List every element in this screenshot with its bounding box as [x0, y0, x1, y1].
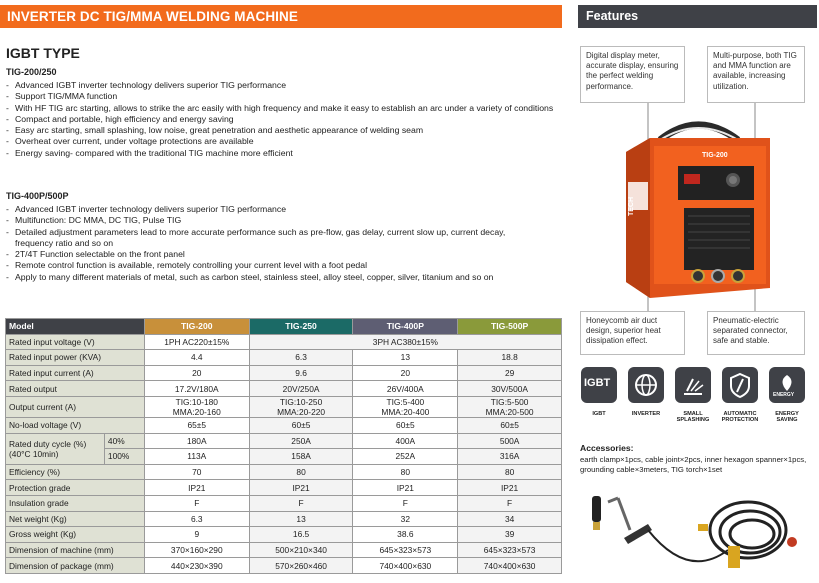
row-label: Protection grade — [6, 480, 145, 496]
table-cell: 570×260×460 — [249, 558, 353, 574]
table-row — [6, 558, 562, 574]
row-label: Rated input current (A) — [6, 365, 145, 381]
row-label: Dimension of machine (mm) — [6, 542, 145, 558]
globe-icon — [628, 367, 664, 403]
row-label: Rated input voltage (V) — [6, 334, 145, 350]
table-cell: 4.4 — [144, 350, 249, 366]
table-cell — [458, 396, 562, 417]
callout-honeycomb: Honeycomb air duct design, superior heat dissipation effect. — [580, 311, 685, 355]
duty-sub-label: 40% — [104, 433, 144, 449]
table-cell: 9.6 — [249, 365, 353, 381]
table-row — [6, 542, 562, 558]
list-item: - Advanced IGBT inverter technology delivers superior TIG performance — [6, 204, 558, 215]
tig-torch-icon — [728, 546, 740, 568]
table-cell: 60±5 — [458, 417, 562, 433]
cell-line: TIG:10-180 — [175, 396, 218, 407]
cell-line: TIG:5-500 — [490, 396, 529, 407]
igbt-icon — [581, 367, 617, 403]
list-item: - With HF TIG arc starting, allows to strike the arc easily with high frequency and make it easy to establish an arc under a variety of conditions — [6, 103, 558, 114]
accessories-text: earth clamp×1pcs, cable joint×2pcs, inner hexagon spanner×1pcs, grounding cable×3meters, TIG torch×1set — [580, 455, 807, 474]
energy-icon-glyph: ENERGY — [773, 392, 795, 398]
table-row — [6, 433, 562, 449]
table-cell: 400A — [353, 433, 458, 449]
table-cell: F — [249, 495, 353, 511]
machine-model-label: TIG-200 — [702, 152, 728, 159]
table-cell: 500×210×340 — [249, 542, 353, 558]
shield-icon — [722, 367, 758, 403]
callout-display: Digital display meter, accurate display, ensuring the perfect welding performance. — [580, 46, 685, 103]
table-cell: 60±5 — [353, 417, 458, 433]
table-cell: 13 — [353, 350, 458, 366]
row-label-line: Rated duty cycle (%) — [9, 438, 87, 449]
table-row — [6, 511, 562, 527]
features-panel — [578, 40, 817, 357]
cell-line: MMA:20-500 — [485, 406, 534, 417]
table-cell: 65±5 — [144, 417, 249, 433]
icon-label-igbt: IGBT — [592, 411, 606, 417]
table-cell: IP21 — [249, 480, 353, 496]
list-item: - Apply to many different materials of metal, such as carbon steel, stainless steel, alloy steel, copper, silver, titanium and so on — [6, 272, 558, 283]
table-cell: 180A — [144, 433, 249, 449]
globe-drawing — [628, 367, 664, 403]
row-label: Output current (A) — [6, 396, 145, 417]
table-cell: 645×323×573 — [458, 542, 562, 558]
table-cell: 740×400×630 — [353, 558, 458, 574]
table-cell: 18.8 — [458, 350, 562, 366]
table-cell: 60±5 — [249, 417, 353, 433]
list-item: - Compact and portable, high efficiency and energy saving — [6, 114, 558, 125]
table-cell: 20 — [353, 365, 458, 381]
table-cell: 80 — [353, 464, 458, 480]
row-label: Dimension of package (mm) — [6, 558, 145, 574]
table-header-row — [6, 319, 562, 335]
feature-list-tig200-250 — [6, 80, 558, 159]
table-cell: 30V/500A — [458, 381, 562, 397]
table-cell: 70 — [144, 464, 249, 480]
machine-brand: TECH — [628, 196, 635, 216]
list-item: - Energy saving- compared with the traditional TIG machine more efficient — [6, 148, 558, 159]
table-cell: F — [353, 495, 458, 511]
table-row — [6, 365, 562, 381]
features-title: Features — [586, 9, 639, 23]
row-label: Net weight (Kg) — [6, 511, 145, 527]
table-cell: 20 — [144, 365, 249, 381]
table-cell: IP21 — [144, 480, 249, 496]
table-cell: 3PH AC380±15% — [249, 334, 561, 350]
row-label — [6, 433, 105, 464]
table-cell: 32 — [353, 511, 458, 527]
list-item: - Detailed adjustment parameters lead to more accurate performance such as pre-flow, gas delay, current slow up, current decay, frequency ratio and so on — [6, 227, 544, 250]
spec-table — [5, 318, 562, 574]
shield-drawing — [722, 367, 758, 403]
table-row — [6, 480, 562, 496]
table-cell: 370×160×290 — [144, 542, 249, 558]
row-label: No-load voltage (V) — [6, 417, 145, 433]
type-title: IGBT TYPE — [6, 45, 80, 61]
features-column — [578, 0, 819, 583]
table-row — [6, 350, 562, 366]
leaf-icon — [769, 367, 805, 403]
table-row — [6, 381, 562, 397]
table-cell: 34 — [458, 511, 562, 527]
header-tig200: TIG-200 — [144, 319, 249, 335]
cell-line: MMA:20-160 — [172, 406, 221, 417]
feature-icons — [578, 367, 817, 429]
cell-line: TIG:10-250 — [279, 396, 323, 407]
header-tig400p: TIG-400P — [353, 319, 458, 335]
table-cell: 158A — [249, 449, 353, 465]
table-cell: 440×230×390 — [144, 558, 249, 574]
header-tig250: TIG-250 — [249, 319, 353, 335]
cell-line: TIG:5-400 — [386, 396, 425, 407]
table-cell: 1PH AC220±15% — [144, 334, 249, 350]
callout-connector: Pneumatic-electric separated connector, safe and stable. — [707, 311, 805, 355]
row-label-line: (40°C 10min) — [9, 448, 59, 459]
row-label: Rated input power (KVA) — [6, 350, 145, 366]
table-cell — [353, 396, 458, 417]
duty-sub-label: 100% — [104, 449, 144, 465]
row-label: Insulation grade — [6, 495, 145, 511]
table-cell: 316A — [458, 449, 562, 465]
table-cell: 9 — [144, 527, 249, 543]
table-cell: 17.2V/180A — [144, 381, 249, 397]
table-cell: 500A — [458, 433, 562, 449]
cable-joint-icon — [592, 496, 601, 522]
list-item: - Easy arc starting, small splashing, low noise, great penetration and aesthetic appearance of welding seam — [6, 125, 558, 136]
welding-machine-drawing — [620, 112, 775, 302]
icon-label-inverter: INVERTER — [631, 411, 661, 417]
cell-line: MMA:20-400 — [381, 406, 430, 417]
welding-machine-image — [620, 112, 775, 302]
splashing-drawing — [675, 367, 711, 403]
table-row — [6, 464, 562, 480]
list-item: - Advanced IGBT inverter technology delivers superior TIG performance — [6, 80, 558, 91]
table-cell: IP21 — [458, 480, 562, 496]
features-header — [578, 5, 817, 28]
table-cell — [144, 396, 249, 417]
table-cell: 26V/400A — [353, 381, 458, 397]
title-banner — [0, 5, 562, 28]
table-cell: 29 — [458, 365, 562, 381]
table-row — [6, 417, 562, 433]
row-label: Rated output — [6, 381, 145, 397]
table-cell: 39 — [458, 527, 562, 543]
accessories-image — [578, 490, 817, 578]
table-cell: 80 — [458, 464, 562, 480]
table-row — [6, 334, 562, 350]
header-tig500p: TIG-500P — [458, 319, 562, 335]
list-item: - 2T/4T Function selectable on the front panel — [6, 249, 558, 260]
table-cell: 38.6 — [353, 527, 458, 543]
list-item: - Support TIG/MMA function — [6, 91, 558, 102]
model-heading-tig400-500: TIG-400P/500P — [6, 191, 69, 201]
icon-label-energy: ENERGY SAVING — [775, 411, 799, 424]
table-cell: IP21 — [353, 480, 458, 496]
table-cell: 20V/250A — [249, 381, 353, 397]
model-heading-tig200-250: TIG-200/250 — [6, 67, 57, 77]
table-row — [6, 495, 562, 511]
icon-label-splashing: SMALL SPLASHING — [676, 411, 710, 424]
row-label: Gross weight (Kg) — [6, 527, 145, 543]
table-cell: 113A — [144, 449, 249, 465]
header-model: Model — [6, 319, 145, 335]
feature-list-tig400-500 — [6, 204, 558, 283]
list-item: - Overheat over current, under voltage protections are available — [6, 136, 558, 147]
table-cell — [249, 396, 353, 417]
table-cell: 6.3 — [144, 511, 249, 527]
list-item: - Multifunction: DC MMA, DC TIG, Pulse TIG — [6, 215, 558, 226]
page-title: INVERTER DC TIG/MMA WELDING MACHINE — [7, 9, 298, 24]
table-cell: 645×323×573 — [353, 542, 458, 558]
row-label: Efficiency (%) — [6, 464, 145, 480]
table-cell: F — [458, 495, 562, 511]
hex-spanner-icon — [618, 498, 630, 530]
table-cell: 740×400×630 — [458, 558, 562, 574]
splashing-icon — [675, 367, 711, 403]
table-row — [6, 527, 562, 543]
table-cell: 13 — [249, 511, 353, 527]
table-row — [6, 396, 562, 417]
table-cell: 16.5 — [249, 527, 353, 543]
table-cell: 250A — [249, 433, 353, 449]
callout-multipurpose: Multi-purpose, both TIG and MMA function are available, increasing utilization. — [707, 46, 805, 103]
igbt-icon-glyph: IGBT — [584, 377, 611, 389]
table-cell: 6.3 — [249, 350, 353, 366]
table-cell: F — [144, 495, 249, 511]
table-cell: 252A — [353, 449, 458, 465]
accessories-title: Accessories: — [580, 443, 634, 453]
table-cell: 80 — [249, 464, 353, 480]
list-item: - Remote control function is available, remotely controlling your current level with a foot pedal — [6, 260, 558, 271]
cell-line: MMA:20-220 — [277, 406, 326, 417]
icon-label-protection: AUTOMATIC PROTECTION — [721, 411, 759, 424]
